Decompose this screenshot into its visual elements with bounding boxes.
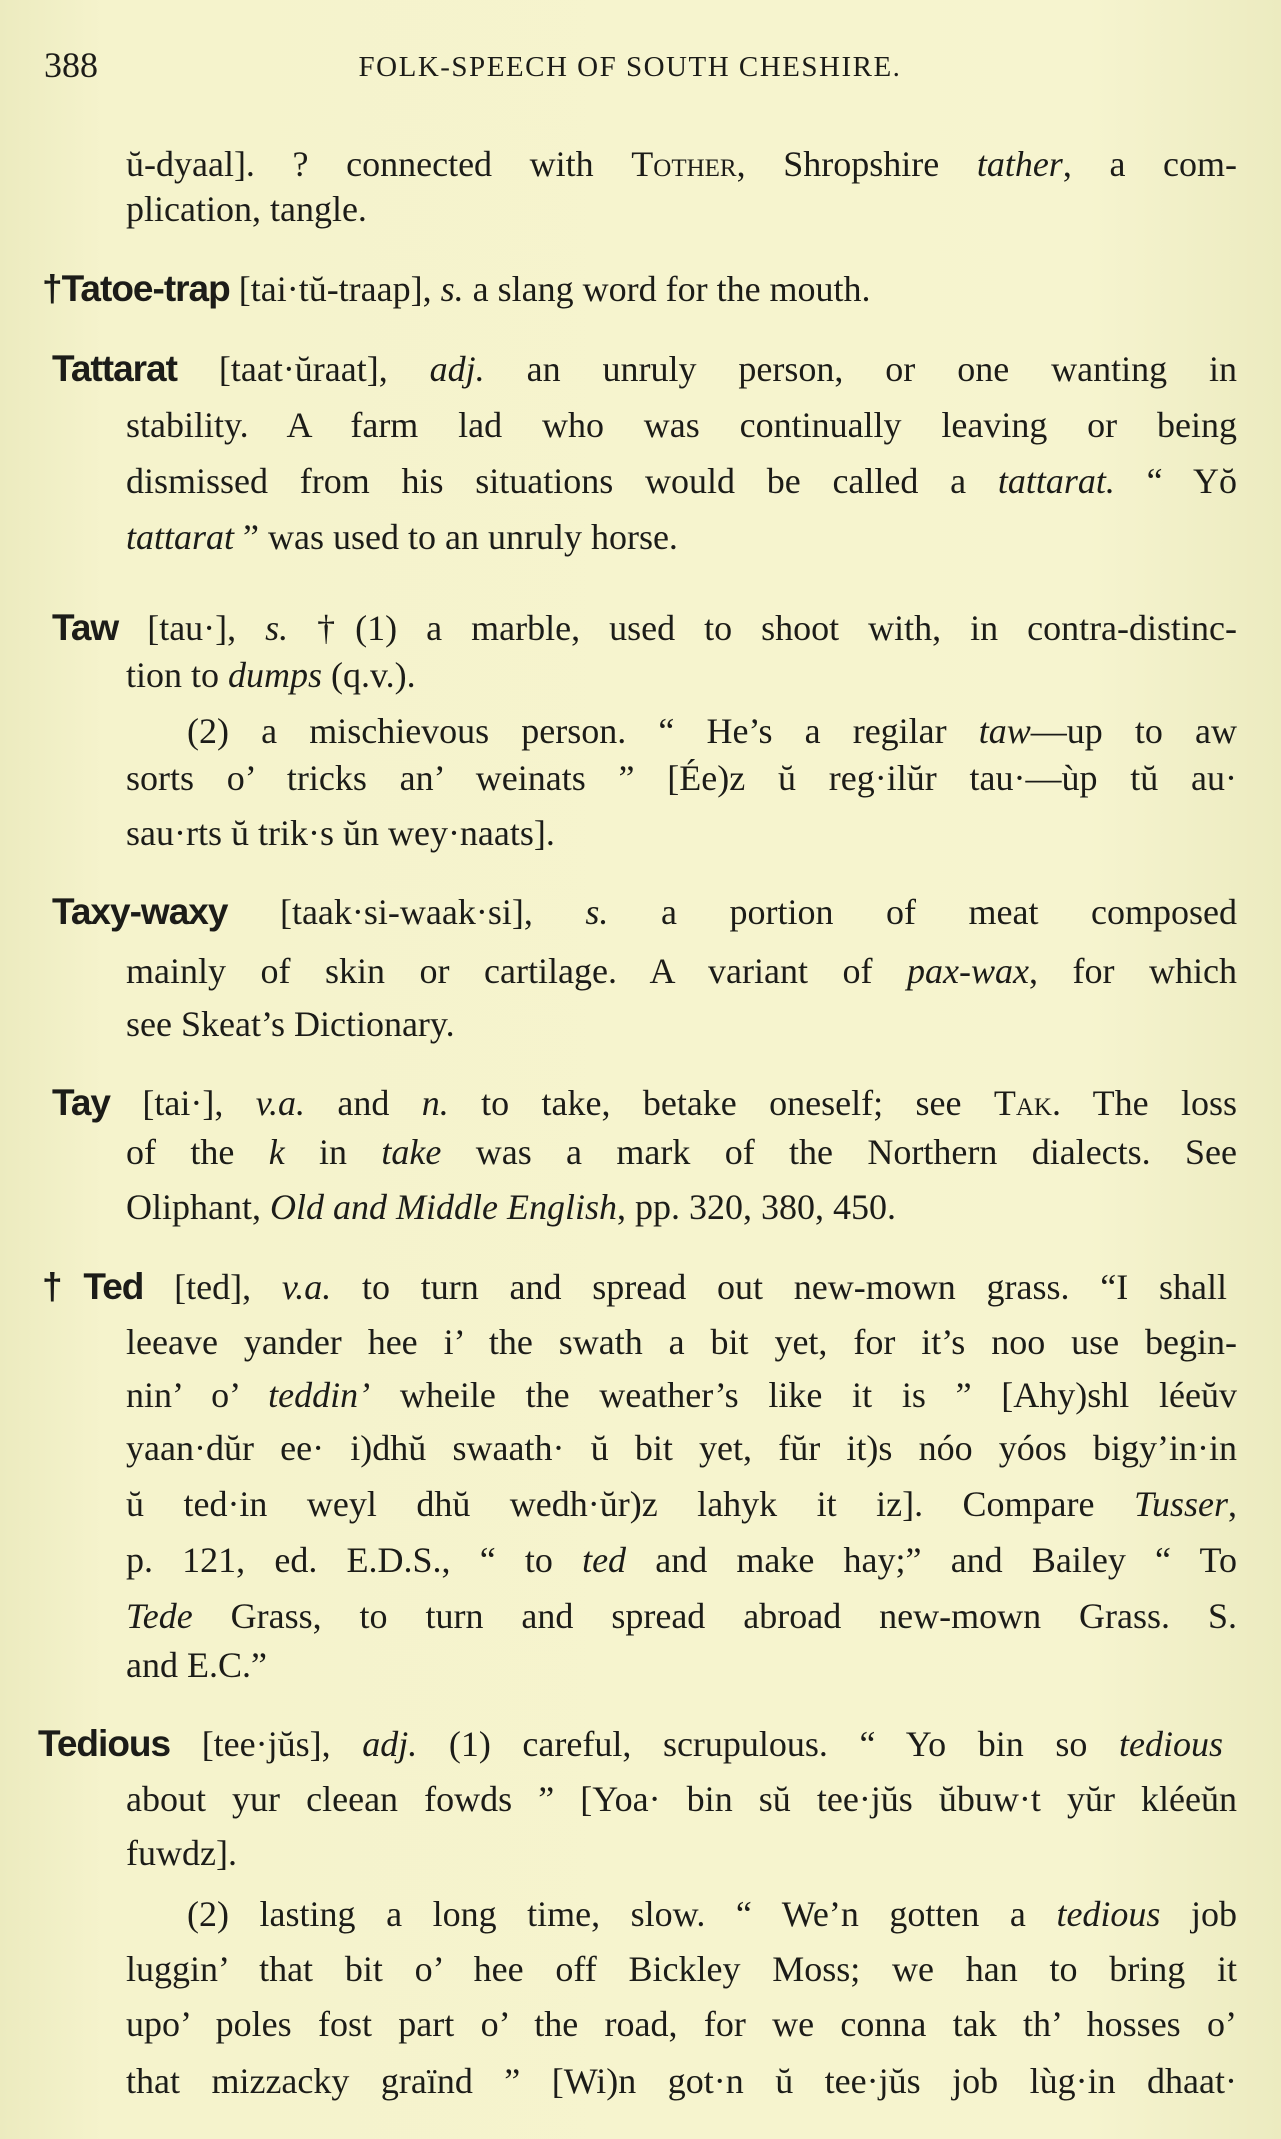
text: —up to aw	[1030, 711, 1238, 751]
text: “ Yŏ	[1114, 461, 1237, 501]
italic-text: tedious	[1119, 1724, 1223, 1764]
entry-headline	[52, 1078, 1237, 1128]
text: tion to	[126, 655, 229, 695]
text: dismissed from his situations would be called a	[126, 461, 998, 501]
text: [tee·jŭs],	[170, 1724, 363, 1764]
headword: †Ted	[42, 1266, 144, 1307]
headword: Tay	[52, 1082, 111, 1123]
italic-text: adj.	[362, 1724, 418, 1764]
headword: Tedious	[38, 1723, 171, 1764]
entry-line	[126, 1591, 1237, 1641]
entry-line	[126, 946, 1237, 996]
italic-text: take	[381, 1132, 442, 1172]
italic-text: k	[268, 1132, 285, 1172]
italic-text: taw	[978, 711, 1031, 751]
entry-line	[126, 1944, 1237, 1994]
text: (2) a mischievous person. “ He’s a regilar	[187, 711, 979, 751]
headword: †Tatoe-trap	[42, 268, 230, 309]
text: (1) careful, scrupulous. “ Yo bin so	[417, 1724, 1119, 1764]
entry-line	[126, 1535, 1237, 1585]
text: , a com-	[1062, 144, 1237, 184]
entry-line	[126, 1317, 1237, 1367]
text: about yur cleean fowds ” [Yoa· bin sŭ tee·jŭs ŭbuw·t yŭr kléeŭn	[126, 1779, 1237, 1819]
italic-text: pax-wax	[907, 951, 1029, 991]
entry-line	[126, 650, 1237, 700]
italic-text: s.	[265, 608, 289, 648]
text: ŭ ted·in weyl dhŭ wedh·ŭr)z lahyk it iz]. Compare	[126, 1484, 1134, 1524]
entry-line	[126, 999, 1237, 1049]
entry-line	[126, 1182, 1237, 1232]
italic-text: Old and Middle English	[269, 1187, 617, 1227]
text: and make hay;” and Bailey “ To	[626, 1540, 1238, 1580]
entry-line	[126, 1423, 1237, 1473]
italic-text: v.a.	[255, 1083, 306, 1123]
text: sau·rts ŭ trik·s ŭn wey·naats].	[126, 813, 555, 853]
entry-line	[187, 706, 1237, 756]
text: p. 121, ed. E.D.S., “ to	[126, 1540, 583, 1580]
entry-line	[126, 808, 1237, 858]
entry-headline	[52, 887, 1237, 937]
text: [tai·],	[110, 1083, 256, 1123]
text: see Skeat’s Dictionary.	[126, 1004, 455, 1044]
text: . The loss	[1051, 1083, 1238, 1123]
entry-line	[126, 1640, 1237, 1690]
text: , Shropshire	[736, 144, 977, 184]
text: that mizzacky graïnd ” [Wi)n got·n ŭ tee·jŭs job lùg·in dhaat·	[126, 2061, 1237, 2101]
entry-headline	[52, 603, 1237, 653]
text: wheile the weather’s like it is ” [Ahy)shl léeŭv	[370, 1375, 1237, 1415]
text: to take, betake oneself; see	[448, 1083, 994, 1123]
text: [tai·tŭ-traap],	[229, 269, 441, 309]
entry-line	[126, 139, 1237, 189]
text: leeave yander hee i’ the swath a bit yet, for it’s noo use begin-	[126, 1322, 1237, 1362]
headword: Tattarat	[52, 348, 177, 389]
entry-line	[126, 2056, 1237, 2106]
text: in	[284, 1132, 382, 1172]
small-caps-text: Tak	[993, 1083, 1052, 1123]
text: Oliphant,	[126, 1187, 270, 1227]
entry-line	[126, 1479, 1237, 1529]
text: to turn and spread out new-mown grass. “I shall	[331, 1267, 1227, 1307]
text: [taak·si-waak·si],	[227, 892, 586, 932]
text: luggin’ that bit o’ hee off Bickley Moss; we han to bring it	[126, 1949, 1237, 1989]
text: a portion of meat composed	[608, 892, 1237, 932]
entry-headline	[38, 1719, 1223, 1769]
entry-headline	[42, 264, 1227, 314]
text: ,	[1228, 1484, 1237, 1524]
entry-line	[126, 1774, 1237, 1824]
text: nin’ o’	[126, 1375, 269, 1415]
italic-text: Tede	[126, 1596, 193, 1636]
headword: Taw	[52, 607, 119, 648]
entry-line	[126, 1370, 1237, 1420]
italic-text: s.	[585, 892, 609, 932]
entry-line	[126, 1999, 1237, 2049]
text: a slang word for the mouth.	[463, 269, 871, 309]
page-number: 388	[44, 45, 98, 85]
italic-text: dumps	[228, 655, 323, 695]
headword: Taxy-waxy	[52, 891, 228, 932]
small-caps-text: Tother	[631, 144, 737, 184]
text: ” was used to an unruly horse.	[234, 517, 678, 557]
entry-line	[126, 456, 1237, 506]
entry-headline	[42, 1262, 1227, 1312]
italic-text: Tusser	[1133, 1484, 1228, 1524]
italic-text: n.	[421, 1083, 449, 1123]
italic-text: tather	[976, 144, 1063, 184]
entry-line	[126, 753, 1237, 803]
italic-text: adj.	[429, 349, 485, 389]
text: Grass, to turn and spread abroad new-mown Grass. S.	[192, 1596, 1237, 1636]
italic-text: tattarat	[126, 517, 235, 557]
text: was a mark of the Northern dialects. See	[441, 1132, 1237, 1172]
text: ŭ-dyaal]. ? connected with	[126, 144, 632, 184]
text: upo’ poles fost part o’ the road, for we conna tak th’ hosses o’	[126, 2004, 1237, 2044]
text: [tau·],	[118, 608, 266, 648]
italic-text: s.	[440, 269, 464, 309]
text: , pp. 320, 380, 450.	[616, 1187, 896, 1227]
text: sorts o’ tricks an’ weinats ” [Ée)z ŭ reg·ilŭr tau·—ùp tŭ au·	[126, 758, 1237, 798]
text: and E.C.”	[126, 1645, 267, 1685]
text: of the	[126, 1132, 269, 1172]
text: plication, tangle.	[126, 189, 367, 229]
italic-text: v.a.	[281, 1267, 332, 1307]
entry-headline	[52, 344, 1237, 394]
entry-line	[126, 1127, 1237, 1177]
text: mainly of skin or cartilage. A variant of	[126, 951, 908, 991]
text: †(1) a marble, used to shoot with, in contra-distinc-	[288, 608, 1238, 648]
text: [taat·ŭraat],	[176, 349, 430, 389]
text: job	[1160, 1894, 1237, 1934]
entry-line	[126, 184, 1237, 234]
text: fuwdz].	[126, 1833, 237, 1873]
entry-line	[187, 1889, 1237, 1939]
text: stability. A farm lad who was continually leaving or being	[126, 405, 1237, 445]
text: and	[305, 1083, 422, 1123]
text: (q.v.).	[322, 655, 416, 695]
italic-text: teddin’	[268, 1375, 371, 1415]
entry-line	[126, 1828, 1237, 1878]
entry-line	[126, 400, 1237, 450]
italic-text: ted	[582, 1540, 627, 1580]
text: an unruly person, or one wanting in	[484, 349, 1237, 389]
italic-text: tattarat.	[997, 461, 1115, 501]
text: yaan·dŭr ee· i)dhŭ swaath· ŭ bit yet, fŭr it)s nóo yóos bigy’in·in	[126, 1428, 1237, 1468]
text: (2) lasting a long time, slow. “ We’n gotten a	[187, 1894, 1057, 1934]
text: , for which	[1029, 951, 1237, 991]
running-title: FOLK-SPEECH OF SOUTH CHESHIRE.	[358, 51, 902, 83]
italic-text: tedious	[1056, 1894, 1161, 1934]
entry-line	[126, 512, 1237, 562]
text: [ted],	[143, 1267, 282, 1307]
